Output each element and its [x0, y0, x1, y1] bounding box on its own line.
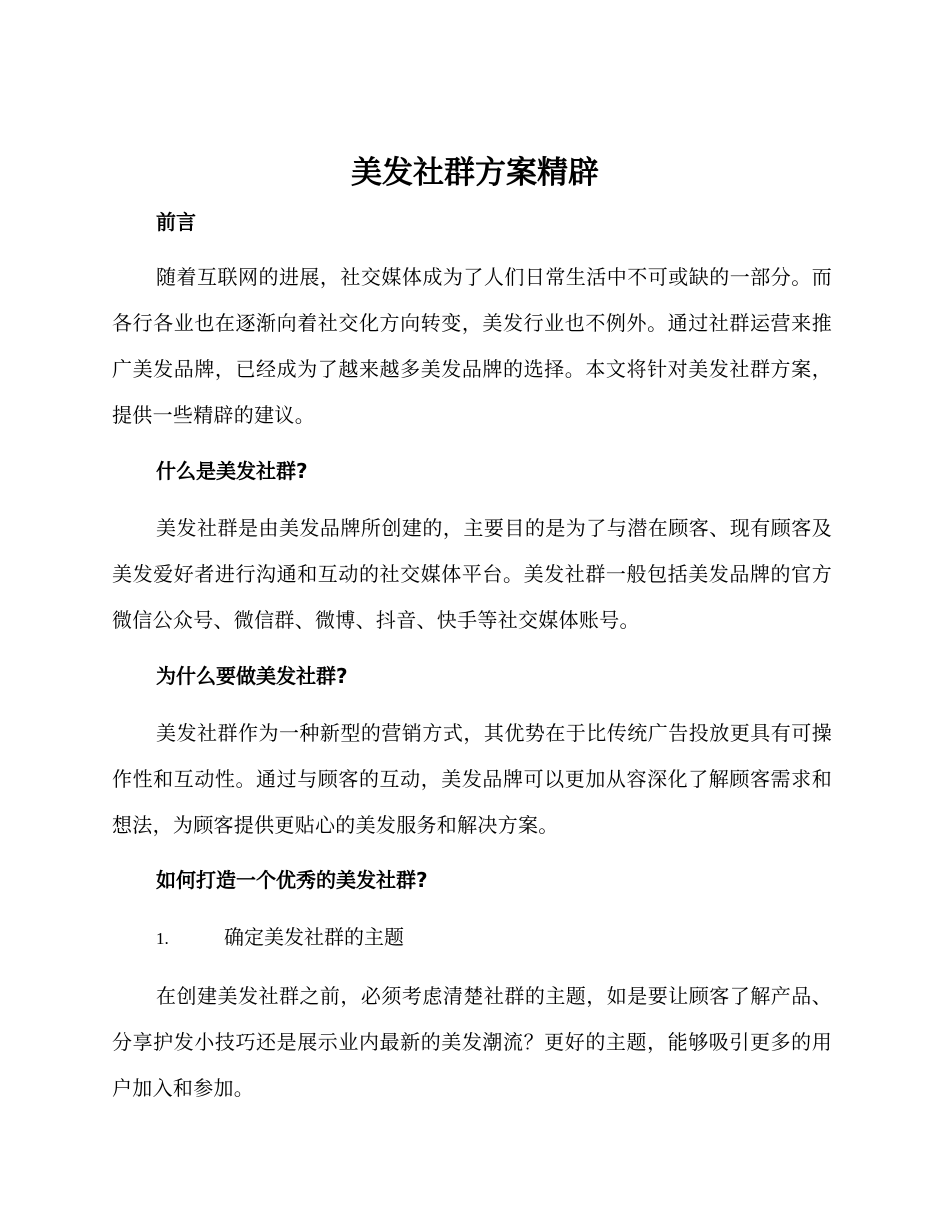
section-paragraph-preface: 随着互联网的进展，社交媒体成为了人们日常生活中不可或缺的一部分。而各行各业也在逐渐向着社交化方向转变，美发行业也不例外。通过社群运营来推广美发品牌，已经成为了越来越多美发品牌的选择。本文将针对美发社群方案，提供一些精辟的建议。: [112, 265, 832, 427]
section-paragraph-how: 在创建美发社群之前，必须考虑清楚社群的主题，如是要让顾客了解产品、分享护发小技巧还是展示业内最新的美发潮流？更好的主题，能够吸引更多的用户加入和参加。: [112, 984, 832, 1100]
list-item: [156, 922, 404, 954]
list-item-number: 1.: [156, 929, 169, 948]
section-paragraph-why: 美发社群作为一种新型的营销方式，其优势在于比传统广告投放更具有可操作性和互动性。通过与顾客的互动，美发品牌可以更加从容深化了解顾客需求和想法，为顾客提供更贴心的美发服务和解决方案。: [112, 721, 832, 837]
section-heading-preface: 前言: [156, 210, 196, 234]
section-paragraph-what-is: 美发社群是由美发品牌所创建的，主要目的是为了与潜在顾客、现有顾客及美发爱好者进行沟通和互动的社交媒体平台。美发社群一般包括美发品牌的官方微信公众号、微信群、微博、抖音、快手等社交媒体账号。: [112, 516, 832, 632]
list-item-text: 确定美发社群的主题: [224, 925, 404, 949]
section-heading-what-is: 什么是美发社群?: [156, 459, 308, 483]
document-title: 美发社群方案精辟: [351, 155, 599, 191]
section-heading-how: 如何打造一个优秀的美发社群?: [156, 868, 428, 892]
section-heading-why: 为什么要做美发社群?: [156, 664, 348, 688]
